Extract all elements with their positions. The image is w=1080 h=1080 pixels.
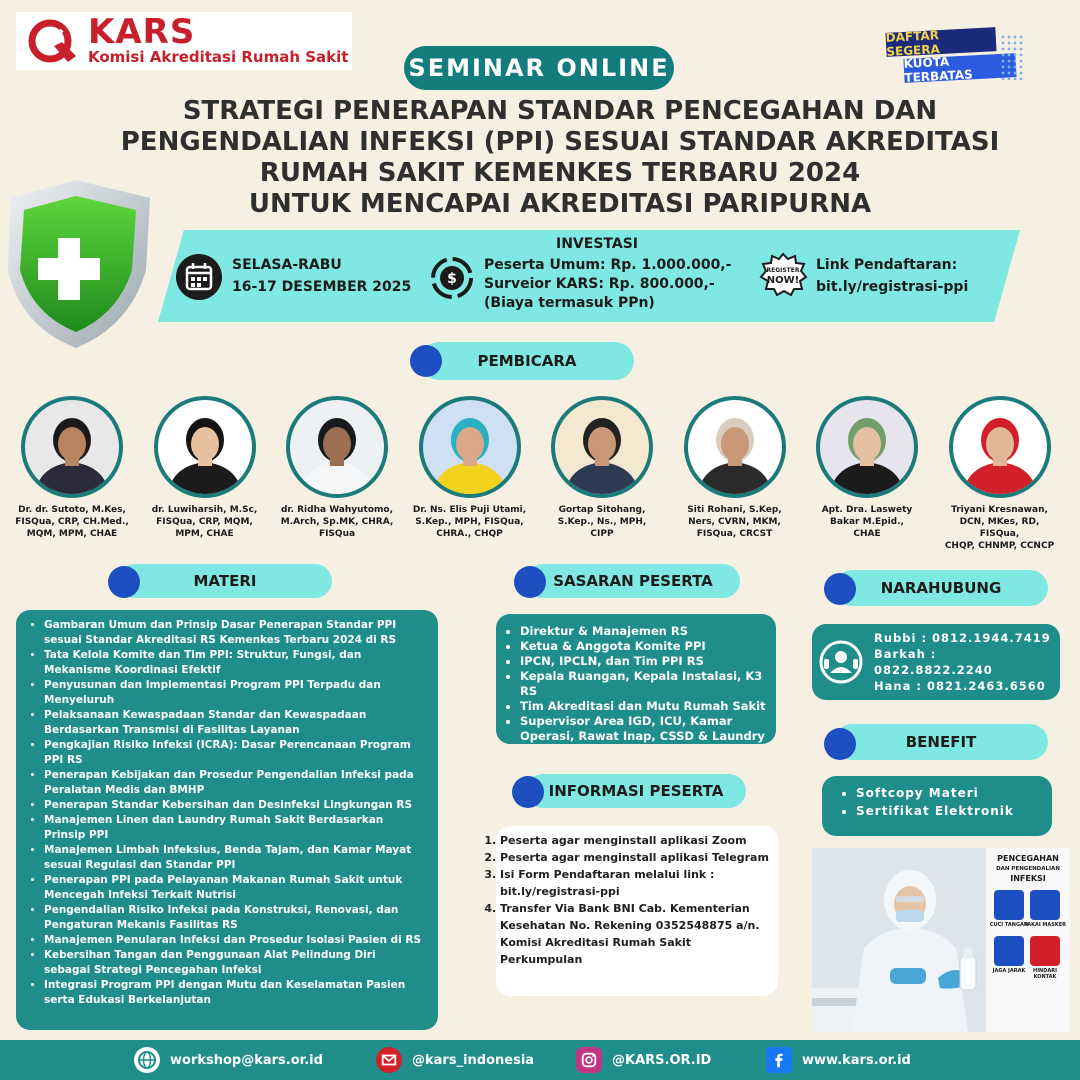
speaker-credential-line: CHRA., CHQP [436, 529, 503, 539]
speaker-credential-line: M.Arch, Sp.MK, CHRA, [280, 517, 394, 527]
sasaran-item: • Ketua & Anggota Komite PPI [520, 639, 766, 654]
register-now-icon [758, 252, 808, 296]
speaker-credential-line: Ners, CVRN, MKM, [688, 517, 781, 527]
speaker-photo-6 [684, 396, 786, 498]
sasaran-panel [496, 614, 776, 744]
narahubung-list [874, 630, 1060, 694]
calendar-icon [176, 254, 222, 300]
mask-icon [1030, 890, 1060, 920]
speaker-credential-line: MQM, MPM, CHAE [26, 529, 118, 539]
benefit-header [834, 724, 1048, 760]
price-note: (Biaya termasuk PPn) [484, 295, 655, 311]
speaker-avatar-icon [423, 400, 517, 494]
footer-website[interactable] [766, 1047, 911, 1073]
materi-item: • Manajemen Linen dan Laundry Rumah Sakit Berdasarkan Prinsip PPI [44, 813, 424, 843]
materi-item: • Pengendalian Risiko Infeksi pada Konstruksi, Renovasi, dan Pengaturan Mekanis Fasilitas RS [44, 903, 424, 933]
poster-hindari: HINDARI KONTAK [1033, 968, 1057, 980]
logo-word: KARS [88, 12, 196, 52]
speaker-avatar-icon [820, 400, 914, 494]
title-line-3: RUMAH SAKIT KEMENKES TERBARU 2024 [259, 158, 861, 188]
kars-logo-icon [24, 16, 84, 66]
sasaran-dot [514, 566, 546, 598]
footer-email[interactable] [376, 1047, 534, 1073]
sasaran-list [502, 624, 766, 744]
materi-label: MATERI [193, 572, 257, 590]
narahubung-panel [812, 624, 1060, 700]
speaker-avatar-icon [290, 400, 384, 494]
speaker-avatar-icon [25, 400, 119, 494]
materi-item: • Pelaksanaan Kewaspadaan Standar dan Kewaspadaan Berdasarkan Transmisi di Fasilitas Layanan [44, 708, 424, 738]
speaker-avatar-icon [555, 400, 649, 494]
kuota-terbatas-tag: KUOTA TERBATAS [903, 53, 1016, 83]
title-line-1: STRATEGI PENERAPAN STANDAR PENCEGAHAN DAN [182, 96, 938, 126]
speaker-credential-line: Gortap Sitohang, [558, 505, 646, 515]
link-label: Link Pendaftaran: [816, 257, 958, 273]
informasi-item: 4. Transfer Via Bank BNI Cab. Kementerian Kesehatan No. Rekening 0352548875 a/n. Komisi Akreditasi Rumah Sakit Perkumpulan [500, 900, 770, 968]
narahubung-label: NARAHUBUNG [880, 579, 1002, 597]
speaker-credential-line: Siti Rohani, S.Kep, [687, 505, 782, 515]
speaker-credential-line: FISQua, CRP, CH.Med., [15, 517, 129, 527]
event-days: SELASA-RABU [232, 257, 342, 273]
footer-instagram-text: @KARS.OR.ID [612, 1052, 712, 1068]
speaker-credential-line: FISQua, CRCST [696, 529, 773, 539]
informasi-item: 1. Peserta agar menginstall aplikasi Zoom [500, 832, 770, 849]
narahubung-header [834, 570, 1048, 606]
poster-line-2: DAN PENGENDALIAN [996, 866, 1060, 872]
no-contact-icon [1030, 936, 1060, 966]
shield-icon [0, 180, 152, 350]
sasaran-item: • Supervisor Area IGD, ICU, Kamar Operasi, Rawat Inap, CSSD & Laundry [520, 714, 766, 744]
poster-cuci: CUCI TANGAN [989, 922, 1029, 928]
globe-icon [134, 1047, 160, 1073]
logo-subtitle: Komisi Akreditasi Rumah Sakit [88, 48, 349, 66]
speaker-name-7 [808, 504, 926, 540]
seminar-online-badge: SEMINAR ONLINE [404, 46, 674, 90]
benefit-label: BENEFIT [905, 733, 977, 751]
footer-web-email-text: workshop@kars.or.id [170, 1052, 323, 1068]
speaker-photo-4 [419, 396, 521, 498]
event-date [232, 254, 411, 298]
investasi-title: INVESTASI [556, 236, 638, 252]
speaker-name-6 [676, 504, 794, 540]
speaker-avatar-icon [688, 400, 782, 494]
title-line-2: PENGENDALIAN INFEKSI (PPI) SESUAI STANDAR AKREDITASI [120, 127, 1000, 157]
sasaran-item: • Kepala Ruangan, Kepala Instalasi, K3 RS [520, 669, 766, 699]
speaker-photo-2 [154, 396, 256, 498]
speaker-name-1 [13, 504, 131, 540]
materi-item: • Gambaran Umum dan Prinsip Dasar Penerapan Standar PPI sesuai Standar Akreditasi RS Kemenkes Terbaru 2024 di RS [44, 618, 424, 648]
infection-poster-title [988, 854, 1068, 884]
speaker-credential-line: MPM, CHAE [175, 529, 234, 539]
price-surveior: Surveior KARS: Rp. 800.000,- [484, 276, 715, 292]
speaker-credential-line: S.Kep., MPH, FISQua, [415, 517, 524, 527]
benefit-dot [824, 728, 856, 760]
informasi-dot [512, 776, 544, 808]
speaker-photo-8 [949, 396, 1051, 498]
sasaran-item: • Tim Akreditasi dan Mutu Rumah Sakit [520, 699, 766, 714]
speaker-credential-line: Triyani Kresnawan, [951, 505, 1048, 515]
speaker-credential-line: DCN, MKes, RD, FISQua, [959, 517, 1040, 539]
informasi-list [500, 832, 770, 968]
facebook-icon [766, 1047, 792, 1073]
materi-item: • Manajemen Limbah Infeksius, Benda Tajam, dan Kamar Mayat sesuai Regulasi dan Standar PPI [44, 843, 424, 873]
speaker-photo-5 [551, 396, 653, 498]
speaker-photo-3 [286, 396, 388, 498]
event-dates: 16-17 DESEMBER 2025 [232, 279, 412, 295]
contact-number[interactable]: Rubbi : 0812.1944.7419 [874, 631, 1051, 645]
svg-text:NOW!: NOW! [766, 275, 800, 286]
materi-dot [108, 566, 140, 598]
speaker-credential-line: FISQua [318, 529, 356, 539]
speaker-avatar-icon [953, 400, 1047, 494]
footer-email-text: @kars_indonesia [412, 1052, 535, 1068]
envelope-icon [376, 1047, 402, 1073]
poster-line-3: INFEKSI [1010, 874, 1046, 883]
sasaran-header [526, 564, 740, 598]
materi-item: • Pengkajian Risiko Infeksi (ICRA): Dasar Perencanaan Program PPI RS [44, 738, 424, 768]
materi-item: • Penyusunan dan Implementasi Program PPI Terpadu dan Menyeluruh [44, 678, 424, 708]
materi-item: • Manajemen Penularan Infeksi dan Prosedur Isolasi Pasien di RS [44, 933, 424, 948]
kars-logo [16, 12, 352, 70]
speaker-name-8 [941, 504, 1059, 552]
informasi-label: INFORMASI PESERTA [548, 782, 724, 800]
decorative-dots [1000, 34, 1024, 80]
poster-line-1: PENCEGAHAN [997, 854, 1059, 863]
contact-number[interactable]: Hana : 0821.2463.6560 [874, 679, 1046, 693]
registration-link [816, 254, 968, 298]
speaker-photo-7 [816, 396, 918, 498]
informasi-item: 2. Peserta agar menginstall aplikasi Telegram [500, 849, 770, 866]
poster-jarak: JAGA JARAK [992, 968, 1026, 974]
speaker-name-5 [543, 504, 661, 540]
benefit-item: • Softcopy Materi [856, 784, 1042, 802]
speaker-name-4 [411, 504, 529, 540]
speaker-credential-line: dr. Luwiharsih, M.Sc, [151, 505, 258, 515]
speaker-credential-line: CHAE [853, 529, 881, 539]
contact-person-icon [818, 639, 864, 685]
benefit-item: • Sertifikat Elektronik [856, 802, 1042, 820]
speaker-name-2 [146, 504, 264, 540]
svg-text:$: $ [447, 271, 457, 287]
pembicara-label: PEMBICARA [477, 352, 577, 370]
daftar-segera-tag: DAFTAR SEGERA [885, 27, 996, 57]
speaker-name-3 [278, 504, 396, 540]
materi-panel [16, 610, 438, 1030]
speaker-credential-line: FISQua, CRP, MQM, [156, 517, 253, 527]
sasaran-item: • Direktur & Manajemen RS [520, 624, 766, 639]
materi-item: • Penerapan PPI pada Pelayanan Makanan Rumah Sakit untuk Mencegah Infeksi Terkait Nutrisi [44, 873, 424, 903]
pembicara-dot [410, 345, 442, 377]
event-title [120, 96, 1000, 220]
speaker-credential-line: Apt. Dra. Laswety [821, 505, 913, 515]
instagram-icon [576, 1047, 602, 1073]
price-umum: Peserta Umum: Rp. 1.000.000,- [484, 257, 732, 273]
informasi-item: 3. Isi Form Pendaftaran melalui link : bit.ly/registrasi-ppi [500, 866, 770, 900]
money-cycle-icon [428, 254, 476, 302]
title-line-4: UNTUK MENCAPAI AKREDITASI PARIPURNA [248, 189, 872, 219]
informasi-header [526, 774, 746, 808]
speaker-avatar-icon [158, 400, 252, 494]
footer-web-email[interactable] [134, 1047, 323, 1073]
speaker-credential-line: CHQP, CHNMP, CCNCP [944, 541, 1055, 551]
link-url[interactable]: bit.ly/registrasi-ppi [816, 279, 969, 295]
materi-item: • Tata Kelola Komite dan Tim PPI: Struktur, Fungsi, dan Mekanisme Koordinasi Efektif [44, 648, 424, 678]
benefit-panel [822, 776, 1052, 836]
hand-wash-icon [994, 890, 1024, 920]
svg-text:REGISTER: REGISTER [766, 267, 800, 274]
materi-item: • Penerapan Standar Kebersihan dan Desinfeksi Lingkungan RS [44, 798, 424, 813]
materi-item: • Integrasi Program PPI dengan Mutu dan Keselamatan Pasien serta Edukasi Berkelanjutan [44, 978, 424, 1008]
materi-list [26, 618, 424, 1008]
investasi-prices [484, 256, 731, 313]
pembicara-header [420, 342, 634, 380]
benefit-list [838, 784, 1042, 820]
speaker-credential-line: Dr. Ns. Elis Puji Utami, [412, 505, 527, 515]
poster-pakai: PAKAI MASKER [1024, 922, 1067, 928]
footer-instagram[interactable] [576, 1047, 711, 1073]
footer-website-text: www.kars.or.id [802, 1052, 911, 1068]
nurse-ppe-photo [812, 848, 1070, 1032]
sasaran-item: • IPCN, IPCLN, dan Tim PPI RS [520, 654, 766, 669]
speaker-credential-line: Bakar M.Epid., [830, 517, 904, 527]
speaker-credential-line: Dr. dr. Sutoto, M.Kes, [18, 505, 126, 515]
contact-number[interactable]: Barkah : 0822.8822.2240 [874, 647, 993, 677]
speaker-credential-line: S.Kep., Ns., MPH, [557, 517, 647, 527]
speaker-photo-1 [21, 396, 123, 498]
speaker-credential-line: CIPP [590, 529, 614, 539]
materi-item: • Penerapan Kebijakan dan Prosedur Pengendalian Infeksi pada Peralatan Medis dan BMHP [44, 768, 424, 798]
sasaran-label: SASARAN PESERTA [553, 572, 713, 590]
speaker-credential-line: dr. Ridha Wahyutomo, [280, 505, 394, 515]
materi-item: • Kebersihan Tangan dan Penggunaan Alat Pelindung Diri sebagai Strategi Pencegahan Infeksi [44, 948, 424, 978]
narahubung-dot [824, 573, 856, 605]
materi-header [118, 564, 332, 598]
informasi-panel [496, 826, 778, 996]
distance-icon [994, 936, 1024, 966]
